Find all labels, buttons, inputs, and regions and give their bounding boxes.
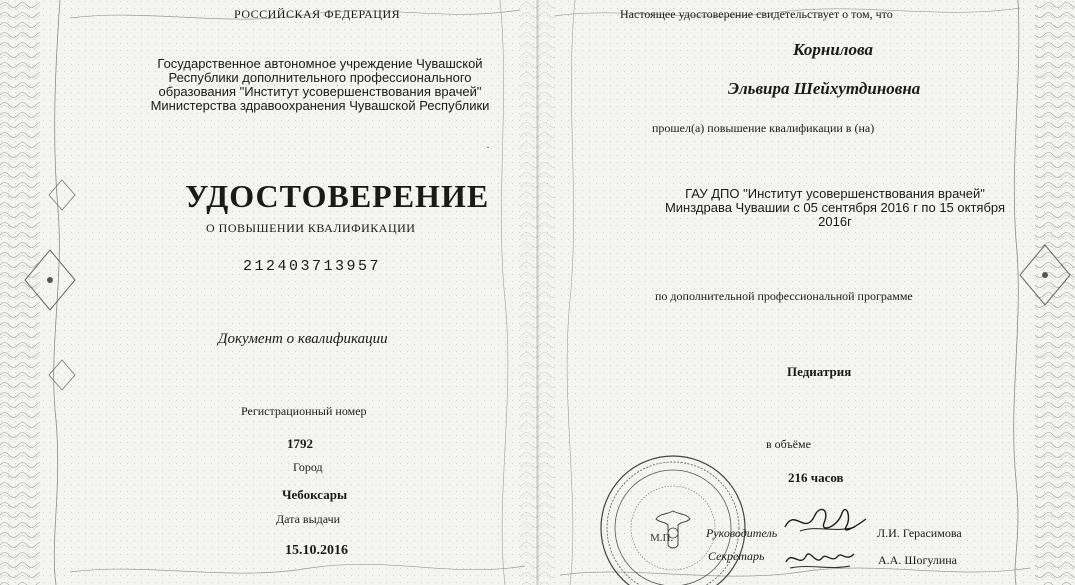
head-role: Руководитель [706,526,778,540]
training-institution [660,187,1010,229]
head-signature [780,497,870,542]
training-institution-line: Минздрава Чувашии с 05 сентября 2016 г по 15 октября [664,200,1006,215]
registration-number-label: Регистрационный номер [241,404,367,418]
holder-given-names: Эльвира Шейхутдиновна [728,79,921,98]
certificate-intro: Настоящее удостоверение свидетельствует о том, что [620,7,893,21]
issue-date: 15.10.2016 [285,543,348,558]
margin-mark: · [486,140,490,154]
city-label: Город [293,460,323,474]
city-value: Чебоксары [282,487,348,502]
seal-mark-text: М.П. [650,532,674,544]
page-fold [536,0,539,585]
document-number: 212403713957 [243,258,382,275]
document-subtitle: О ПОВЫШЕНИИ КВАЛИФИКАЦИИ [206,221,416,235]
volume-label: в объёме [766,437,811,451]
training-statement: прошел(а) повышение квалификации в (на) [652,121,875,135]
secretary-role: Секретарь [708,549,765,563]
program-name: Педиатрия [787,364,852,379]
secretary-name: А.А. Шогулина [878,553,957,567]
official-seal [598,453,748,585]
program-label: по дополнительной профессиональной программе [655,289,913,303]
issuing-institution [140,57,500,113]
institution-line: Республики дополнительного профессионального [168,70,472,85]
volume-hours: 216 часов [788,470,844,485]
institution-line: Государственное автономное учреждение Чувашской [157,56,483,71]
document-type: Документ о квалификации [218,331,388,347]
training-institution-line: 2016г [818,214,852,229]
holder-surname: Корнилова [793,40,873,59]
registration-number: 1792 [287,436,313,451]
issue-date-label: Дата выдачи [276,512,341,526]
document-title: УДОСТОВЕРЕНИЕ [185,178,490,214]
head-name: Л.И. Герасимова [877,526,962,540]
country-label: РОССИЙСКАЯ ФЕДЕРАЦИЯ [234,7,401,21]
secretary-signature [780,540,860,575]
institution-line: образования "Институт усовершенствования врачей" [158,84,482,99]
training-institution-line: ГАУ ДПО "Институт усовершенствования врачей" [685,186,985,201]
institution-line: Министерства здравоохранения Чувашской Республики [150,98,490,113]
